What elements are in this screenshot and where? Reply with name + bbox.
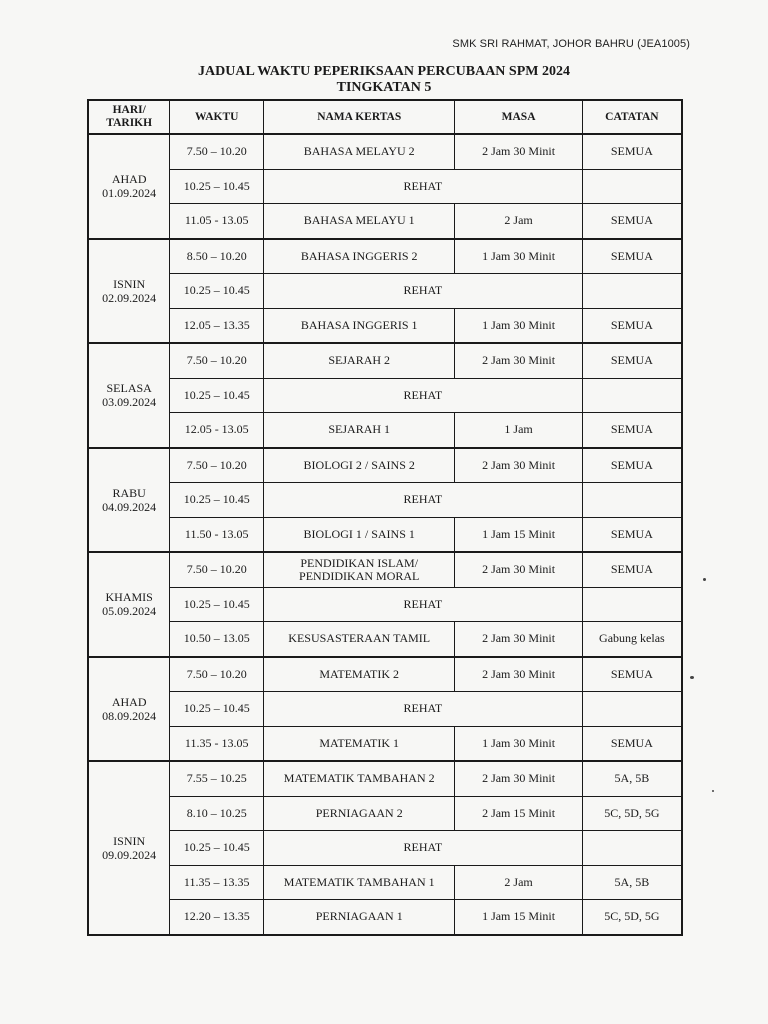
time-cell: 11.35 – 13.35 — [170, 865, 264, 900]
break-row — [88, 587, 682, 622]
col-header-duration: MASA — [455, 100, 582, 134]
time-cell: 8.50 – 10.20 — [170, 239, 264, 274]
exam-row — [88, 726, 682, 761]
paper-cell — [264, 865, 455, 900]
paper-cell — [264, 657, 455, 692]
duration-cell: 2 Jam 30 Minit — [455, 761, 582, 796]
paper-name: BIOLOGI 2 / SAINS 2 — [303, 457, 415, 472]
paper-cell — [264, 134, 455, 169]
paper-name: PERNIAGAAN 1 — [315, 909, 403, 924]
col-header-day: HARI/ TARIKH — [88, 100, 170, 134]
day-date-cell — [88, 239, 170, 344]
note-cell — [582, 274, 682, 309]
exam-date: 09.09.2024 — [102, 847, 157, 862]
paper-name: BIOLOGI 1 / SAINS 1 — [303, 526, 415, 541]
break-label: REHAT — [264, 831, 583, 866]
paper-cell — [264, 726, 455, 761]
exam-row — [88, 448, 682, 483]
timetable-body — [88, 134, 682, 935]
title-line-2: TINGKATAN 5 — [336, 80, 432, 95]
exam-date: 01.09.2024 — [102, 186, 157, 201]
note-cell: SEMUA — [582, 517, 682, 552]
time-cell: 10.25 – 10.45 — [170, 831, 264, 866]
note-cell — [582, 831, 682, 866]
time-cell: 11.35 - 13.05 — [170, 726, 264, 761]
header-row — [88, 100, 682, 134]
paper-name: MATEMATIK 2 — [319, 666, 400, 681]
paper-name: BAHASA INGGERIS 1 — [300, 317, 418, 332]
duration-cell: 2 Jam 30 Minit — [455, 343, 582, 378]
time-cell: 7.50 – 10.20 — [170, 657, 264, 692]
break-label: REHAT — [264, 169, 583, 204]
break-row — [88, 378, 682, 413]
note-cell: SEMUA — [582, 204, 682, 239]
day-name: SELASA — [106, 381, 152, 396]
paper-cell — [264, 761, 455, 796]
paper-cell — [264, 552, 455, 587]
exam-row — [88, 517, 682, 552]
time-cell: 12.20 – 13.35 — [170, 900, 264, 935]
note-cell: SEMUA — [582, 413, 682, 448]
break-row — [88, 831, 682, 866]
duration-cell: 1 Jam 15 Minit — [455, 900, 582, 935]
paper-cell — [264, 796, 455, 831]
note-cell: Gabung kelas — [582, 622, 682, 657]
time-cell: 7.50 – 10.20 — [170, 448, 264, 483]
time-cell: 10.25 – 10.45 — [170, 692, 264, 727]
paper-cell — [264, 448, 455, 483]
note-cell — [582, 587, 682, 622]
paper-name: BAHASA INGGERIS 2 — [300, 248, 418, 263]
day-date-cell — [88, 761, 170, 935]
time-cell: 7.50 – 10.20 — [170, 552, 264, 587]
duration-cell: 2 Jam 30 Minit — [455, 552, 582, 587]
exam-row — [88, 308, 682, 343]
time-cell: 12.05 – 13.35 — [170, 308, 264, 343]
duration-cell: 2 Jam — [455, 204, 582, 239]
exam-date: 03.09.2024 — [102, 395, 157, 410]
paper-cell — [264, 622, 455, 657]
note-cell: SEMUA — [582, 343, 682, 378]
col-header-time: WAKTU — [170, 100, 264, 134]
note-cell: 5C, 5D, 5G — [582, 796, 682, 831]
note-cell: 5C, 5D, 5G — [582, 900, 682, 935]
paper-cell — [264, 413, 455, 448]
document-title — [0, 64, 768, 96]
time-cell: 10.25 – 10.45 — [170, 587, 264, 622]
break-label: REHAT — [264, 483, 583, 518]
exam-row — [88, 413, 682, 448]
duration-cell: 1 Jam — [455, 413, 582, 448]
school-name: SMK SRI RAHMAT, JOHOR BAHRU (JEA1005) — [452, 38, 690, 50]
exam-date: 04.09.2024 — [102, 499, 157, 514]
paper-name: SEJARAH 1 — [328, 422, 391, 437]
day-name: ISNIN — [113, 276, 146, 291]
time-cell: 10.25 – 10.45 — [170, 169, 264, 204]
duration-cell: 2 Jam 30 Minit — [455, 622, 582, 657]
time-cell: 7.50 – 10.20 — [170, 134, 264, 169]
day-date-cell — [88, 448, 170, 553]
paper-name: PERNIAGAAN 2 — [315, 805, 403, 820]
col-header-note: CATATAN — [582, 100, 682, 134]
day-date-cell — [88, 134, 170, 239]
note-cell — [582, 483, 682, 518]
time-cell: 12.05 - 13.05 — [170, 413, 264, 448]
break-label: REHAT — [264, 692, 583, 727]
time-cell: 7.50 – 10.20 — [170, 343, 264, 378]
scan-speck — [690, 676, 694, 679]
paper-name: MATEMATIK 1 — [319, 735, 400, 750]
note-cell: SEMUA — [582, 657, 682, 692]
note-cell: SEMUA — [582, 726, 682, 761]
paper-name-line2: PENDIDIKAN MORAL — [299, 568, 420, 583]
time-cell: 11.50 - 13.05 — [170, 517, 264, 552]
duration-cell: 1 Jam 15 Minit — [455, 517, 582, 552]
scan-speck — [712, 790, 714, 792]
day-date-cell — [88, 552, 170, 657]
exam-row — [88, 204, 682, 239]
time-cell: 10.25 – 10.45 — [170, 483, 264, 518]
duration-cell: 2 Jam 15 Minit — [455, 796, 582, 831]
time-cell: 10.25 – 10.45 — [170, 274, 264, 309]
exam-row — [88, 134, 682, 169]
exam-timetable — [87, 99, 683, 936]
paper-cell — [264, 517, 455, 552]
exam-row — [88, 865, 682, 900]
exam-row — [88, 343, 682, 378]
paper-name: KESUSASTERAAN TAMIL — [288, 631, 431, 646]
exam-row — [88, 552, 682, 587]
break-row — [88, 483, 682, 518]
break-label: REHAT — [264, 378, 583, 413]
note-cell — [582, 169, 682, 204]
break-label: REHAT — [264, 587, 583, 622]
note-cell: SEMUA — [582, 308, 682, 343]
note-cell: 5A, 5B — [582, 865, 682, 900]
scan-speck — [703, 578, 706, 581]
paper-name: BAHASA MELAYU 2 — [303, 144, 415, 159]
duration-cell: 2 Jam 30 Minit — [455, 657, 582, 692]
exam-row — [88, 761, 682, 796]
note-cell — [582, 692, 682, 727]
paper-cell — [264, 343, 455, 378]
paper-name: BAHASA MELAYU 1 — [303, 213, 415, 228]
exam-row — [88, 796, 682, 831]
time-cell: 8.10 – 10.25 — [170, 796, 264, 831]
exam-row — [88, 239, 682, 274]
day-date-cell — [88, 657, 170, 762]
day-name: AHAD — [111, 172, 147, 187]
paper-cell — [264, 900, 455, 935]
time-cell: 11.05 - 13.05 — [170, 204, 264, 239]
time-cell: 10.25 – 10.45 — [170, 378, 264, 413]
duration-cell: 1 Jam 30 Minit — [455, 726, 582, 761]
paper-cell — [264, 204, 455, 239]
day-name: RABU — [112, 485, 146, 500]
paper-name: MATEMATIK TAMBAHAN 1 — [283, 874, 435, 889]
paper-name: SEJARAH 2 — [328, 353, 391, 368]
day-date-cell — [88, 343, 170, 448]
paper-cell — [264, 308, 455, 343]
exam-row — [88, 622, 682, 657]
col-header-paper: NAMA KERTAS — [264, 100, 455, 134]
note-cell: 5A, 5B — [582, 761, 682, 796]
exam-date: 02.09.2024 — [102, 290, 157, 305]
day-name: ISNIN — [113, 833, 146, 848]
duration-cell: 2 Jam 30 Minit — [455, 448, 582, 483]
duration-cell: 1 Jam 30 Minit — [455, 308, 582, 343]
note-cell — [582, 378, 682, 413]
break-row — [88, 274, 682, 309]
note-cell: SEMUA — [582, 448, 682, 483]
paper-name: MATEMATIK TAMBAHAN 2 — [283, 771, 435, 786]
note-cell: SEMUA — [582, 239, 682, 274]
paper-name: PENDIDIKAN ISLAM/ — [300, 555, 419, 570]
note-cell: SEMUA — [582, 552, 682, 587]
duration-cell: 2 Jam 30 Minit — [455, 134, 582, 169]
day-name: KHAMIS — [105, 590, 153, 605]
duration-cell: 2 Jam — [455, 865, 582, 900]
exam-date: 05.09.2024 — [102, 604, 157, 619]
exam-row — [88, 900, 682, 935]
time-cell: 10.50 – 13.05 — [170, 622, 264, 657]
note-cell: SEMUA — [582, 134, 682, 169]
break-row — [88, 169, 682, 204]
time-cell: 7.55 – 10.25 — [170, 761, 264, 796]
day-name: AHAD — [111, 694, 147, 709]
exam-row — [88, 657, 682, 692]
break-label: REHAT — [264, 274, 583, 309]
title-line-1: JADUAL WAKTU PEPERIKSAAN PERCUBAAN SPM 2024 — [198, 64, 570, 79]
duration-cell: 1 Jam 30 Minit — [455, 239, 582, 274]
exam-date: 08.09.2024 — [102, 708, 157, 723]
paper-cell — [264, 239, 455, 274]
break-row — [88, 692, 682, 727]
